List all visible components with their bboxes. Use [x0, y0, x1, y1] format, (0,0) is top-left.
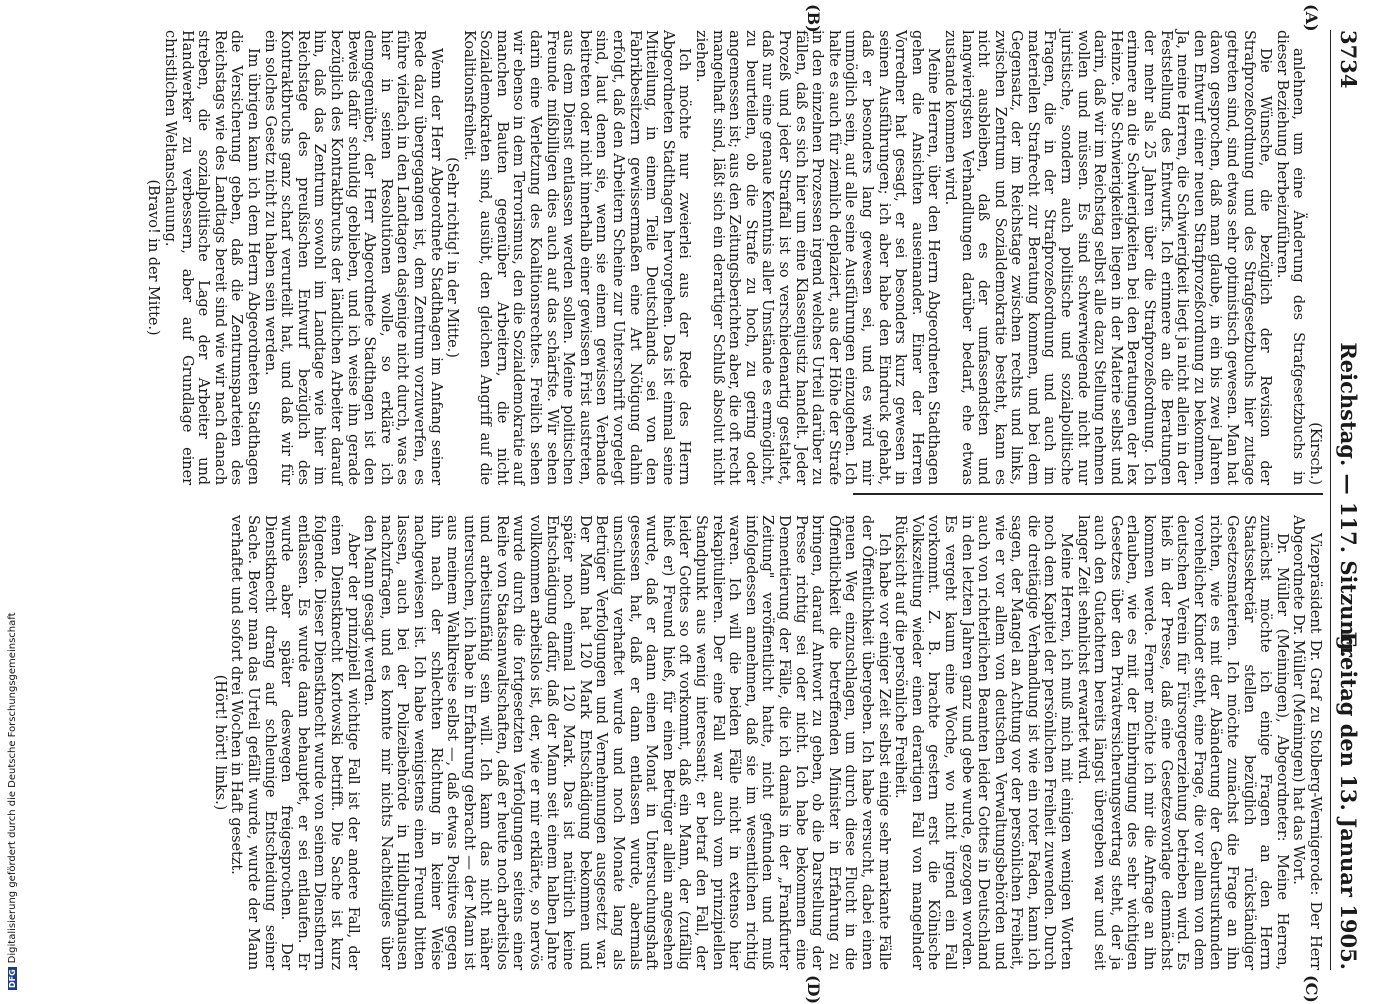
margin-mark-c: (C) — [1302, 975, 1321, 1003]
page-number: 3734 — [1336, 30, 1361, 89]
paragraph: anlehnen, um eine Änderung des Strafgesetzbuchs in dieser Beziehung herbeizuführen. — [1273, 30, 1308, 485]
column-divider — [853, 493, 1323, 495]
paragraph: Vizepräsident Dr. Graf zu Stolberg-Wernigerode: Der Herr Abgeordnete Dr. Müller (Meiningen) hat das Wort. — [1290, 515, 1324, 970]
paragraph: Meine Herren, über den Herrn Abgeordneten Stadthagen gehen die Ansichten auseinander. Einer der Herren Vorredner hat gesagt, er sei besonders kurz gewesen in seinen Ausführungen; ich aber habe den Eindruck gehabt, daß er besonders lang gewesen sei, und es wird mir unmöglich sein, auf alle seine Ausführungen einzugehen. Ich halte es auch für ziemlich deplaziert, aus der Höhe der Strafe in den einzelnen Prozessen irgend welches Urteil darüber zu fällen, daß es sich hier um eine Klassenjustiz handelt. Jeder Prozeß und jeder Straffall ist so verschiedenartig gestaltet, daß nur eine genaue Kenntnis aller Umstände es ermöglicht, zu beurteilen, ob die Strafe zu hoch, zu gering oder angemessen ist; aus den Zeitungsberichten aber, die oft recht mangelhaft sind, läßt sich ein derartiger Schluß absolut nicht ziehen. — [693, 30, 943, 485]
session-title: Reichstag. — 117. Sitzung. — [1336, 342, 1361, 658]
paragraph: Ich möchte nur zweierlei aus der Rede des Herrn Abgeordneten Stadthagen hervorgehen. Das ist einmal seine Mitteilung, in einem Teile Deutschlands sei von den Fabrikbesitzern gewissermaßen eine Art Nötigung dahin erfolgt, daß den Arbeitern Scheine zur Unterschrift vorgelegt sind, laut denen sie, wenn sie einem gewissen Verbande beitreten oder nicht innerhalb einer gewissen Frist austreten, aus dem Dienst entlassen werden sollen. Meine politischen Freunde mißbilligen dies auch auf das schärfste. Wir sehen darin eine Verletzung des Koalitionsrechtes. Freilich sehen wir ebenso in dem Terrorismus, den die Sozialdemokratie auf manchen Bauten gegenüber Arbeitern, die nicht Sozialdemokraten sind, ausübt, den gleichen Angriff auf die Koalitionsfreiheit. — [460, 30, 694, 485]
dfg-logo: DFG — [8, 969, 17, 988]
left-column — [145, 30, 1323, 485]
interjection: (Bravo! in der Mitte.) — [145, 179, 163, 336]
interjection: (Hört! hört! links.) — [211, 674, 229, 811]
margin-mark-a: (A) — [1302, 4, 1321, 32]
session-date: Freitag den 13. Januar 1905. — [1336, 631, 1361, 970]
paragraph: Wenn der Herr Abgeordnete Stadthagen im Anfang seiner Rede dazu übergegangen ist, dem Zentrum vorzuwerfen, es führe vielfach in den Landtagen dasjenige nicht durch, was es hier in seinen Resolutionen wolle, so erkläre ich demgegenüber, der Herr Abgeordnete Stadthagen ist den Beweis dafür schuldig geblieben, und ich weise ihn gerade bezüglich des Kontraktbruchs der ländlichen Arbeiter darauf hin, daß das Zentrum sowohl im Landtage wie hier im Reichstage des preußischen Entwurf bezüglich des Kontraktbruchs ganz scharf verurteilt hat, und daß wir für ein solches Gesetz nicht zu haben sein werden. — [261, 30, 445, 485]
paragraph: Aber der prinzipiell wichtige Fall ist der andere Fall, der einen Dienstknecht Kortowski betrifft. Die Sache ist kurz folgende. Dieser Dienstknecht wurde von seinem Dienstherrn entlassen. Es wurde dann behauptet, er sei entlaufen. Er wurde aber später deswegen freigesprochen. Der Dienstknecht drang auf schleunige Entscheidung seiner Sache. Bevor man das Urteil gefällt wurde, wurde der Mann verhaftet und sofort drei Wochen in Haft gesetzt. — [228, 515, 362, 970]
footer-text: Digitalisierung gefördert durch die Deutsche Forschungsgemeinschaft — [7, 612, 18, 964]
right-column — [211, 515, 1323, 970]
margin-mark-d: (D) — [804, 975, 823, 1004]
running-header — [1330, 30, 1365, 970]
paragraph: Meine Herren, ich muß mich mit einigen wenigen Worten noch dem Kapitel der persönlichen Freiheit zuwenden. Durch die dreitägige Verhandlung ist wie ein roter Faden, kann ich sagen, der Mangel an Achtung vor der persönlichen Freiheit, wie er vor allem von deutschen Verwaltungsbehörden und auch von richterlichen Beamten leider Gottes in Deutschland in den letzten Jahren ganz und gebe wurde, gezogen worden. Es vergeht kaum eine Woche, wo nicht irgend ein Fall vorkommt. Z. B. brachte gestern erst die Kölnische Volkszeitung wieder einen derartigen Fall von mangelnder Rücksicht auf die persönliche Freiheit. — [892, 515, 1076, 970]
paragraph: Ich habe vor einiger Zeit selbst einige sehr markante Fälle der Öffentlichkeit übergeben. Ich habe versucht, dabei einen neuen Weg einzuschlagen, um durch diese Flucht in die Öffentlichkeit die betreffenden Minister in Erfahrung zu bringen, darauf Antwort zu geben, ob die Darstellung der Presse richtig sei oder nicht. Ich habe bekommen eine Dementierung der Fälle, die ich damals in der „Frankfurter Zeitung" veröffentlicht hatte, nicht gefunden und muß infolgedessen annehmen, daß sie im wesentlichen richtig waren. Ich will die beiden Fälle nicht in extenso hier rekapitulieren. Der eine Fall war auch vom prinzipiellen Standpunkt aus wenig interessant; er betraf den Fall, der leider Gottes so oft vorkommt, daß ein Mann, der (zufällig hieß er) Freund hieß, für einen Betrüger allein angesehen wurde, daß er dann einen Monat in Untersuchungshaft gesessen hat, daß er dann entlassen wurde, abermals unschuldig verhaftet wurde und noch Monate lang als Betrüger Verfolgungen und Vernehmungen ausgesetzt war. Der Mann hat 120 Mark Entschädigung bekommen und später noch einmal 120 Mark. Das ist natürlich keine Entschädigung dafür, daß der Mann seit einem halben Jahre vollkommen arbeitslos ist, der, wie er mir erklärte, so nervös wurde durch die fortgesetzten Verfolgungen seitens einer Reihe von Staatsanwaltschaften, daß er heute noch arbeitslos und arbeitsunfähig sein will. Ich kann das nicht näher untersuchen, ich habe in Erfahrung gebracht — der Mann ist aus meinem Wahlkreise selbst —, daß etwas Positives gegen ihn nach der schlechten Richtung in keiner Weise nachgewiesen ist. Ich habe wenigstens einen Freund bitten lassen, auch bei der Polizeibehörde in Hildburghausen nachzufragen, und es konnte mir nichts Nachteiliges über den Mann gesagt werden. — [361, 515, 893, 970]
paragraph: Die Wünsche, die bezüglich der Revision der Strafprozeßordnung und des Strafgesetzbuchs hier zutage getreten sind, sind etwas sehr optimistisch gewesen. Man hat davon gesprochen, daß man glaube, in ein bis zwei Jahren den Entwurf einer neuen Strafprozeßordnung zu bekommen. Ja, meine Herren, die Schwierigkeit liegt ja nicht allein in der Feststellung des Entwurfs. Ich erinnere an die Beratungen der mehr als 25 Jahren über die Strafprozeßordnung. Ich erinnere an die Schwierigkeiten bei den Beratungen der lex Heinze. Die Schwierigkeiten liegen in der Materie selbst und darin, daß wir im Reichstag selbst alle dazu Stellung nehmen wollen und müssen. Es sind schwerwiegende nicht nur juristische, sondern auch politische und sozialpolitische Fragen, die in der Strafprozeßordnung und auch im materiellen Strafrecht zur Beratung kommen, und bei dem Gegensatz, der im Reichstage zwischen rechts und links, zwischen Zentrum und Sozialdemokratie besteht, kann es nicht ausbleiben, daß es der umfassendsten und langwierigsten Verhandlungen darüber bedarf, ehe etwas zustande kommen wird. — [941, 30, 1275, 485]
paragraph: Dr. Müller (Meiningen), Abgeordneter: Meine Herren, zunächst möchte ich einige Fragen an den Herrn Staatssekretär stellen bezüglich rückständiger Gesetzesmaterien. Ich möchte zunächst die Frage an ihn richten, wie es mit der Abänderung der Geburtsurkunden vorehelicher Kinder steht, eine Frage, die vor allem von dem deutschen Verein für Fürsorgeerziehung betrieben wird. Es hieß in der Presse, daß eine Gesetzesvorlage demnächst kommen werde. Ferner möchte ich mir die Anfrage an ihn erlauben, wie es mit der Einbringung des sehr wichtigen Gesetzes über den Privatversicherungsvertrag steht, der ja auch den Gutachtern bereits längst übergeben war und seit langer Zeit sehnlichst erwartet wird. — [1074, 515, 1291, 970]
paragraph: Im übrigen kann ich dem Herrn Abgeordneten Stadthagen die Versicherung geben, daß die Zentrumsparteien des Reichstags wie des Landtags bereit sind wie wir nach danach streben, die sozialpolitische Lage der Arbeiter und Handwerker zu verbessern, aber auf Grundlage einer christlichen Weltanschauung. — [162, 30, 262, 485]
margin-mark-b: (B) — [804, 4, 823, 33]
interjection: (Sehr richtig! in der Mitte.) — [444, 157, 462, 358]
speaker-continuation: (Kirsch.) — [1307, 422, 1324, 485]
digitization-footer — [0, 0, 22, 1000]
